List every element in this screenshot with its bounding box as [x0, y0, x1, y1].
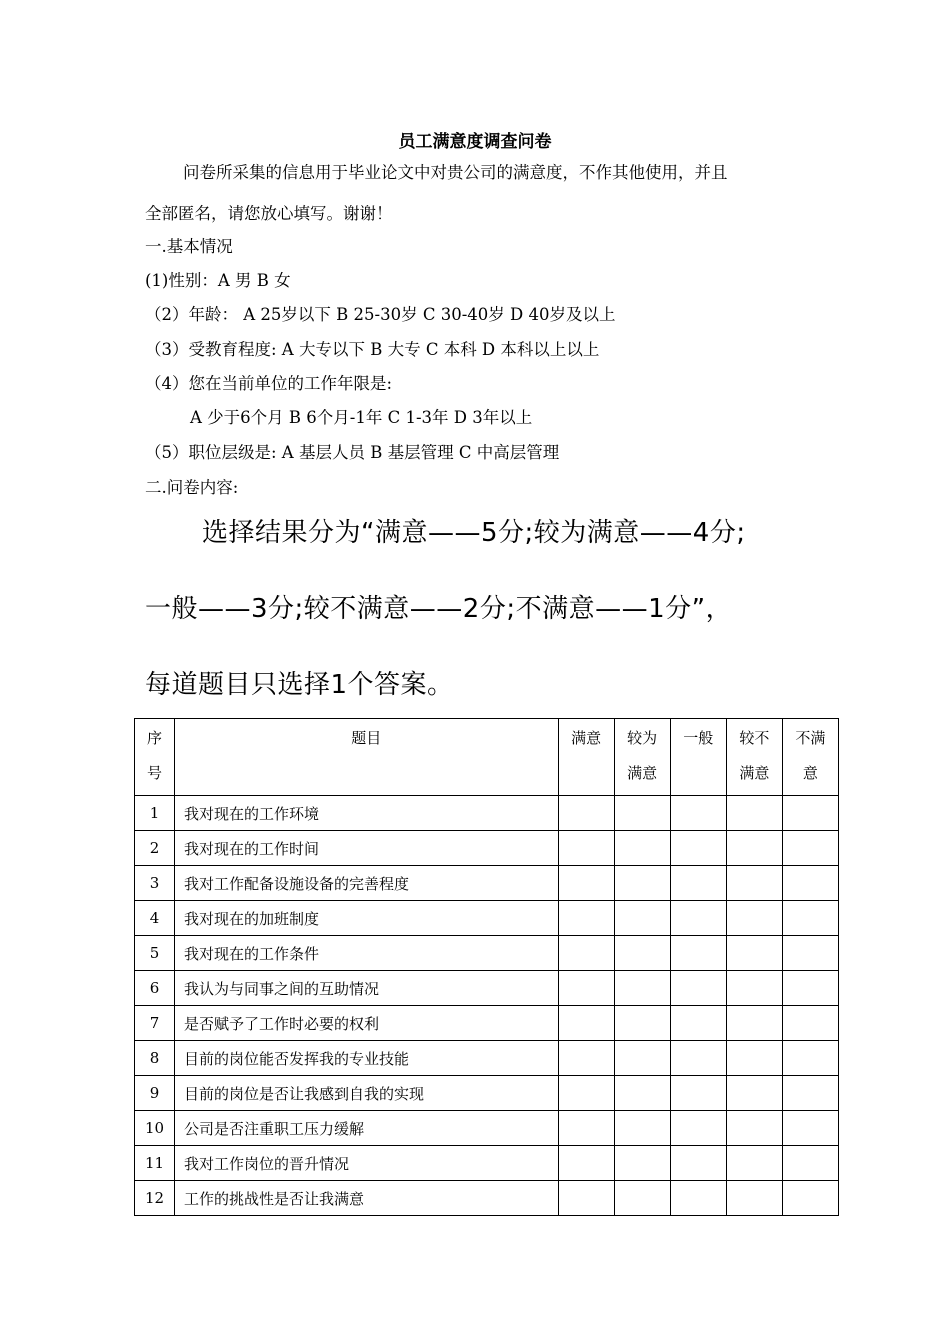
rating-cell-satisfied[interactable] — [558, 831, 614, 866]
header-number: 序号 — [135, 719, 175, 796]
intro-line-1: 问卷所采集的信息用于毕业论文中对贵公司的满意度，不作其他使用，并且 — [183, 163, 728, 182]
rating-cell-satisfied[interactable] — [558, 901, 614, 936]
rating-cell-fairly-satisfied[interactable] — [614, 1111, 670, 1146]
row-number: 4 — [135, 901, 175, 936]
rating-cell-fairly-dissatisfied[interactable] — [726, 1111, 782, 1146]
table-row — [135, 1006, 839, 1041]
rating-cell-dissatisfied[interactable] — [782, 1111, 838, 1146]
rating-cell-fairly-dissatisfied[interactable] — [726, 1041, 782, 1076]
rating-cell-satisfied[interactable] — [558, 1146, 614, 1181]
row-question: 我对工作配备设施设备的完善程度 — [175, 866, 559, 901]
table-row — [135, 971, 839, 1006]
rating-cell-fairly-satisfied[interactable] — [614, 1181, 670, 1216]
rating-cell-dissatisfied[interactable] — [782, 936, 838, 971]
row-question: 目前的岗位能否发挥我的专业技能 — [175, 1041, 559, 1076]
row-question: 目前的岗位是否让我感到自我的实现 — [175, 1076, 559, 1111]
rating-cell-neutral[interactable] — [670, 971, 726, 1006]
rating-cell-satisfied[interactable] — [558, 936, 614, 971]
header-question: 题目 — [175, 719, 559, 796]
scale-instruction-line-2: 一般——3分;较不满意——2分;不满意——1分”， — [145, 594, 733, 624]
rating-cell-dissatisfied[interactable] — [782, 1006, 838, 1041]
row-question: 我对现在的工作条件 — [175, 936, 559, 971]
rating-cell-satisfied[interactable] — [558, 971, 614, 1006]
row-question: 公司是否注重职工压力缓解 — [175, 1111, 559, 1146]
question-tenure-options: A 少于6个月 B 6个月-1年 C 1-3年 D 3年以上 — [190, 408, 533, 427]
table-row — [135, 936, 839, 971]
table-row — [135, 901, 839, 936]
rating-cell-fairly-dissatisfied[interactable] — [726, 1146, 782, 1181]
rating-cell-satisfied[interactable] — [558, 1006, 614, 1041]
question-gender: (1)性别：A 男 B 女 — [145, 271, 291, 290]
section-basic-heading: 一.基本情况 — [145, 237, 233, 256]
table-row — [135, 796, 839, 831]
rating-cell-dissatisfied[interactable] — [782, 901, 838, 936]
table-row — [135, 1146, 839, 1181]
rating-cell-fairly-satisfied[interactable] — [614, 1146, 670, 1181]
rating-cell-fairly-dissatisfied[interactable] — [726, 831, 782, 866]
row-question: 是否赋予了工作时必要的权利 — [175, 1006, 559, 1041]
rating-cell-fairly-dissatisfied[interactable] — [726, 1076, 782, 1111]
header-satisfied: 满意 — [558, 719, 614, 796]
header-fairly-dissatisfied: 较不满意 — [726, 719, 782, 796]
rating-cell-satisfied[interactable] — [558, 866, 614, 901]
question-education: （3）受教育程度: A 大专以下 B 大专 C 本科 D 本科以上以上 — [145, 340, 600, 359]
table-row — [135, 1181, 839, 1216]
rating-cell-dissatisfied[interactable] — [782, 1146, 838, 1181]
rating-cell-fairly-satisfied[interactable] — [614, 936, 670, 971]
question-age: （2）年龄： A 25岁以下 B 25-30岁 C 30-40岁 D 40岁及以上 — [145, 305, 616, 324]
rating-cell-dissatisfied[interactable] — [782, 866, 838, 901]
rating-cell-satisfied[interactable] — [558, 1076, 614, 1111]
rating-cell-fairly-satisfied[interactable] — [614, 1006, 670, 1041]
scale-instruction-line-1: 选择结果分为“满意——5分;较为满意——4分; — [202, 518, 746, 548]
table-row — [135, 1076, 839, 1111]
question-tenure: （4）您在当前单位的工作年限是: — [145, 374, 393, 393]
rating-cell-satisfied[interactable] — [558, 796, 614, 831]
rating-cell-satisfied[interactable] — [558, 1181, 614, 1216]
row-number: 6 — [135, 971, 175, 1006]
rating-cell-fairly-satisfied[interactable] — [614, 901, 670, 936]
rating-cell-dissatisfied[interactable] — [782, 971, 838, 1006]
table-row — [135, 1041, 839, 1076]
intro-line-2: 全部匿名，请您放心填写。谢谢！ — [145, 204, 393, 223]
rating-cell-dissatisfied[interactable] — [782, 1076, 838, 1111]
row-number: 1 — [135, 796, 175, 831]
rating-cell-fairly-dissatisfied[interactable] — [726, 1006, 782, 1041]
rating-cell-satisfied[interactable] — [558, 1111, 614, 1146]
row-question: 我对现在的工作环境 — [175, 796, 559, 831]
rating-cell-fairly-satisfied[interactable] — [614, 1076, 670, 1111]
row-number: 8 — [135, 1041, 175, 1076]
rating-cell-fairly-satisfied[interactable] — [614, 866, 670, 901]
rating-cell-fairly-satisfied[interactable] — [614, 831, 670, 866]
rating-cell-neutral[interactable] — [670, 1006, 726, 1041]
rating-cell-dissatisfied[interactable] — [782, 796, 838, 831]
rating-cell-fairly-dissatisfied[interactable] — [726, 866, 782, 901]
rating-cell-fairly-dissatisfied[interactable] — [726, 971, 782, 1006]
satisfaction-table — [134, 718, 839, 1216]
rating-cell-dissatisfied[interactable] — [782, 1041, 838, 1076]
row-question: 我认为与同事之间的互助情况 — [175, 971, 559, 1006]
rating-cell-neutral[interactable] — [670, 936, 726, 971]
row-number: 7 — [135, 1006, 175, 1041]
table-header-row — [135, 719, 839, 796]
rating-cell-satisfied[interactable] — [558, 1041, 614, 1076]
rating-cell-dissatisfied[interactable] — [782, 1181, 838, 1216]
rating-cell-neutral[interactable] — [670, 1041, 726, 1076]
rating-cell-fairly-satisfied[interactable] — [614, 971, 670, 1006]
rating-cell-neutral[interactable] — [670, 1146, 726, 1181]
row-question: 我对现在的工作时间 — [175, 831, 559, 866]
header-neutral: 一般 — [670, 719, 726, 796]
rating-cell-neutral[interactable] — [670, 1076, 726, 1111]
row-number: 11 — [135, 1146, 175, 1181]
rating-cell-fairly-dissatisfied[interactable] — [726, 901, 782, 936]
row-question: 我对现在的加班制度 — [175, 901, 559, 936]
rating-cell-fairly-satisfied[interactable] — [614, 796, 670, 831]
row-number: 3 — [135, 866, 175, 901]
scale-instruction-line-3: 每道题目只选择1个答案。 — [145, 670, 454, 700]
question-position-level: （5）职位层级是: A 基层人员 B 基层管理 C 中高层管理 — [145, 443, 560, 462]
row-number: 9 — [135, 1076, 175, 1111]
rating-cell-neutral[interactable] — [670, 1111, 726, 1146]
header-fairly-satisfied: 较为满意 — [614, 719, 670, 796]
rating-cell-dissatisfied[interactable] — [782, 831, 838, 866]
header-dissatisfied: 不满意 — [782, 719, 838, 796]
rating-cell-neutral[interactable] — [670, 796, 726, 831]
rating-cell-fairly-satisfied[interactable] — [614, 1041, 670, 1076]
rating-cell-neutral[interactable] — [670, 901, 726, 936]
rating-cell-neutral[interactable] — [670, 1181, 726, 1216]
row-number: 10 — [135, 1111, 175, 1146]
row-question: 工作的挑战性是否让我满意 — [175, 1181, 559, 1216]
table-row — [135, 831, 839, 866]
rating-cell-fairly-dissatisfied[interactable] — [726, 796, 782, 831]
row-number: 5 — [135, 936, 175, 971]
row-number: 2 — [135, 831, 175, 866]
table-row — [135, 1111, 839, 1146]
rating-cell-fairly-dissatisfied[interactable] — [726, 936, 782, 971]
row-question: 我对工作岗位的晋升情况 — [175, 1146, 559, 1181]
row-number: 12 — [135, 1181, 175, 1216]
section-content-heading: 二.问卷内容: — [145, 478, 239, 497]
table-row — [135, 866, 839, 901]
rating-cell-neutral[interactable] — [670, 831, 726, 866]
rating-cell-neutral[interactable] — [670, 866, 726, 901]
rating-cell-fairly-dissatisfied[interactable] — [726, 1181, 782, 1216]
page-title: 员工满意度调查问卷 — [398, 132, 552, 152]
